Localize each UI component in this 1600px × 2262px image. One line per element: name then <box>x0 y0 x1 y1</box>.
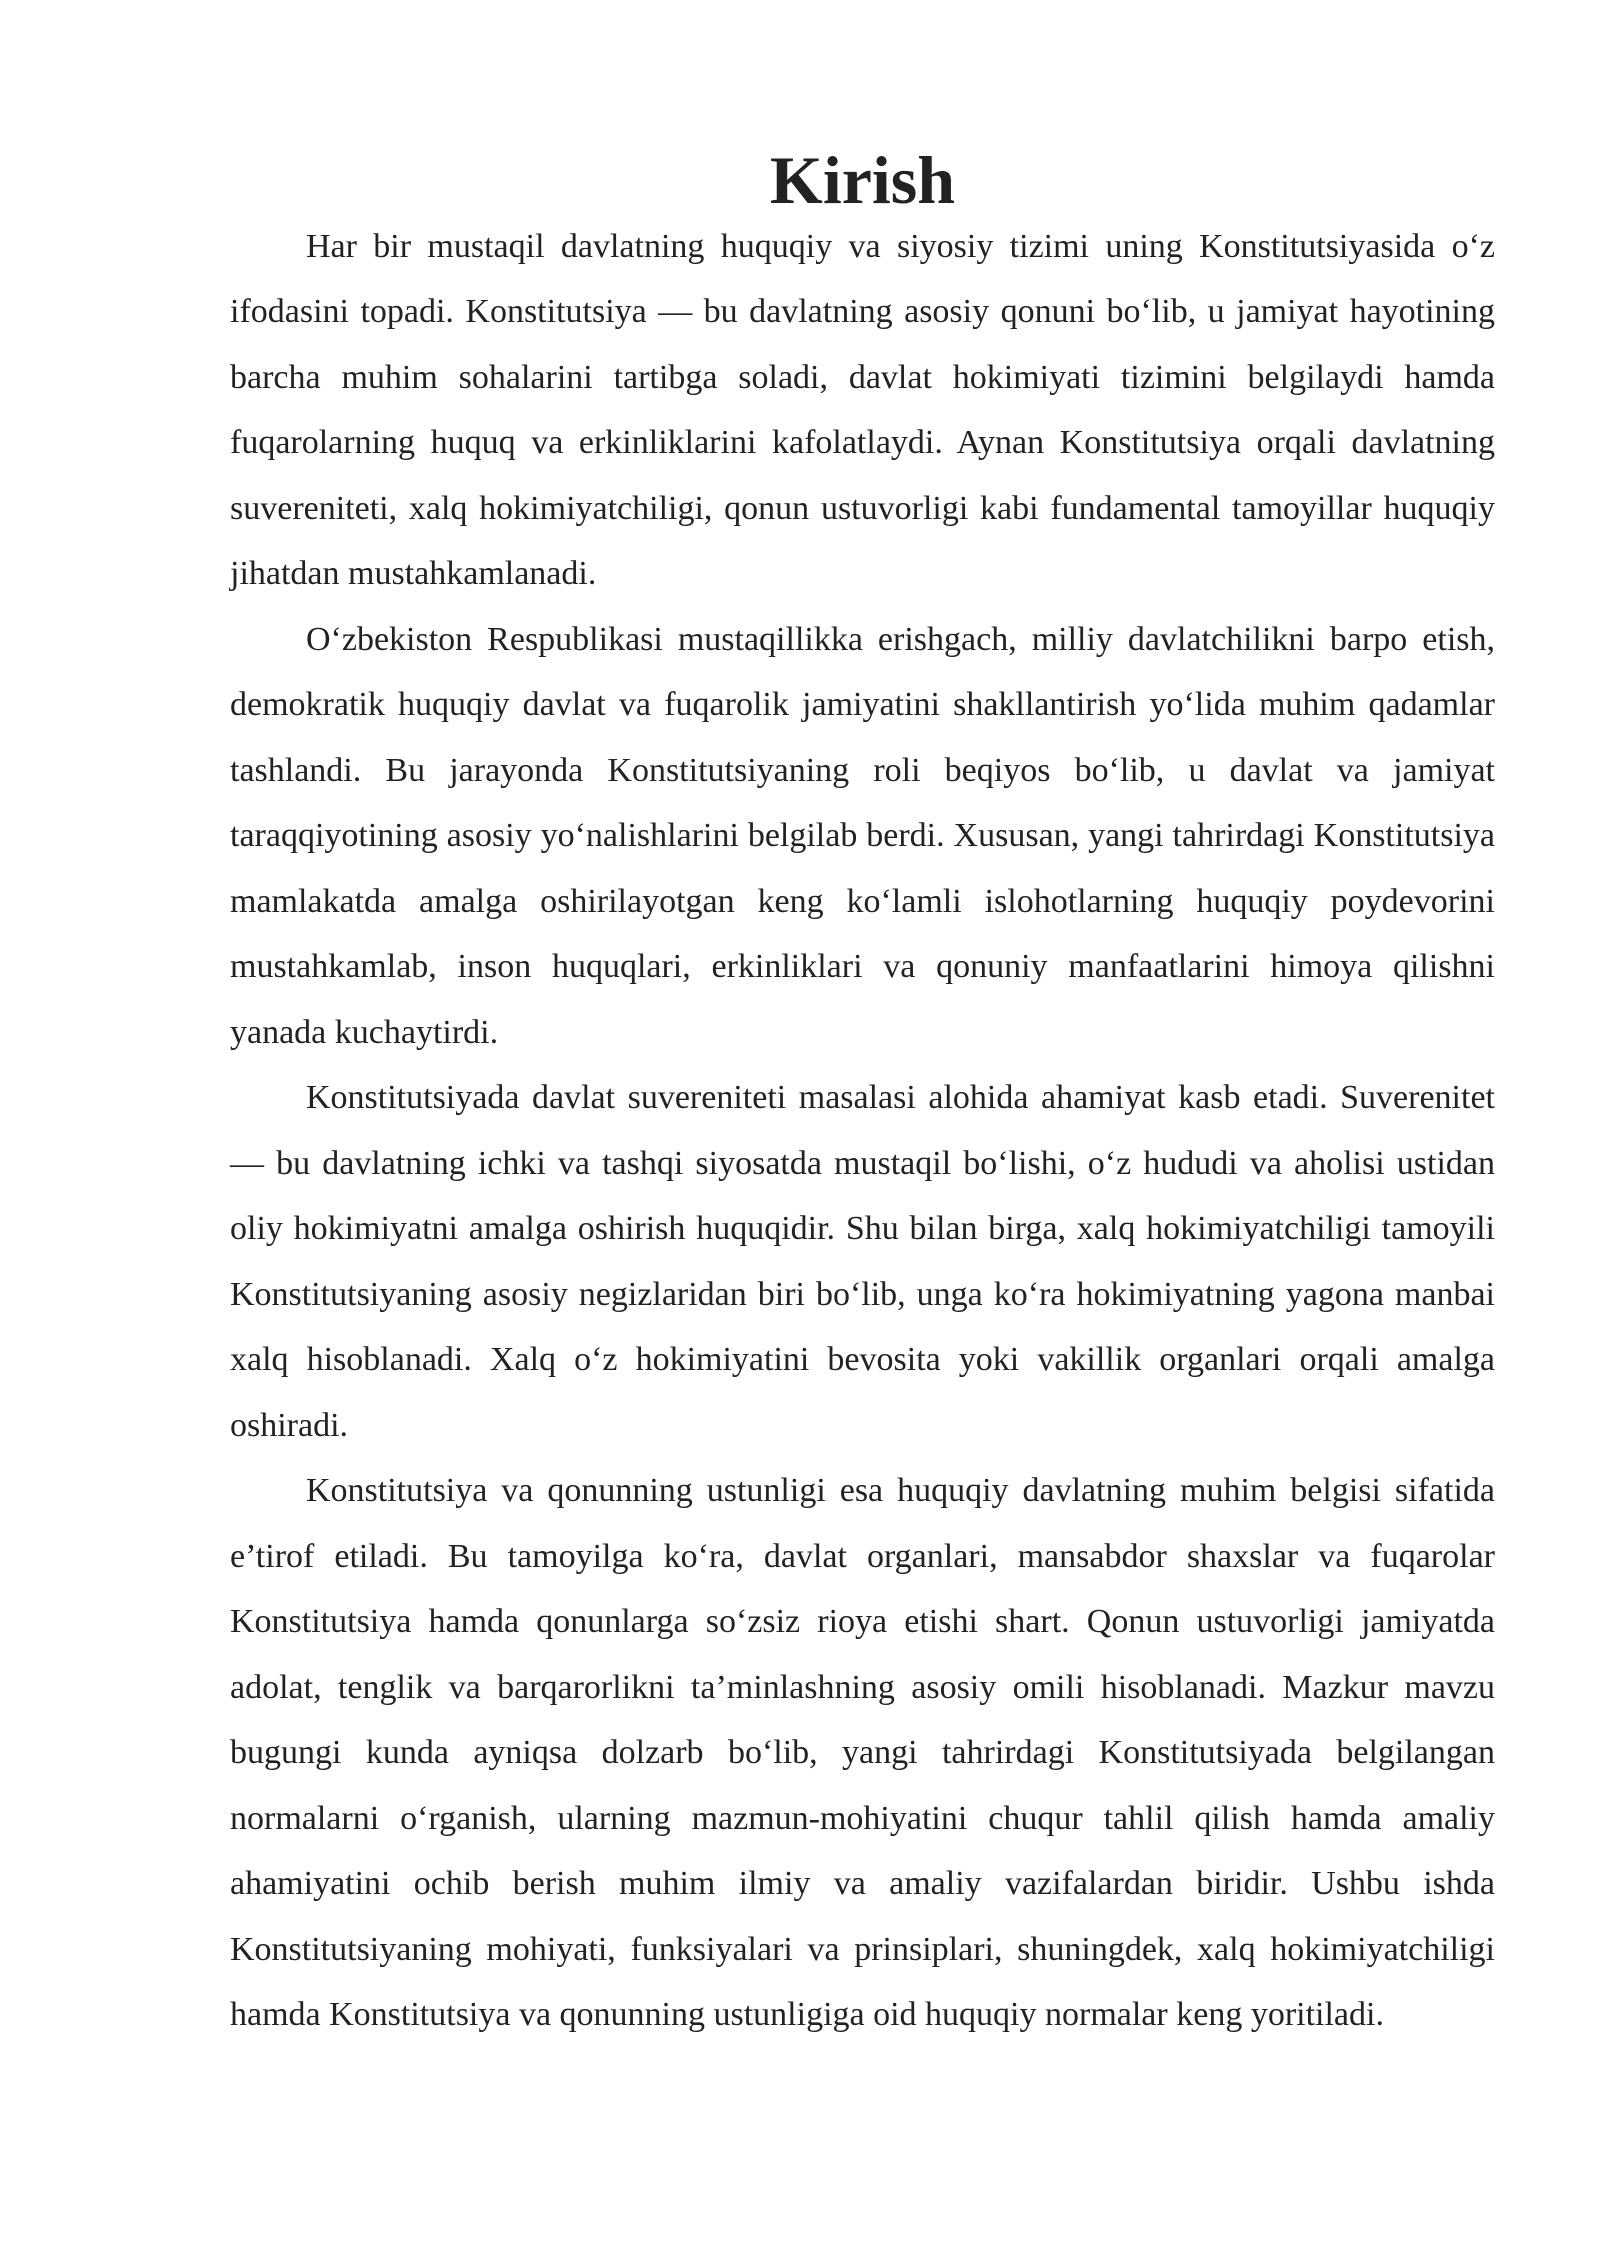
paragraph-4: Konstitutsiya va qonunning ustunligi esa huquqiy davlatning muhim belgisi sifatida e’tirof etiladi. Bu tamoyilga ko‘ra, davlat organlari, mansabdor shaxslar va fuqarolar Konstitutsiya hamda qonunlarga so‘zsiz rioya etishi shart. Qonun ustuvorligi jamiyatda adolat, tenglik va barqarorlikni ta’minlashning asosiy omili hisoblanadi. Mazkur mavzu bugungi kunda ayniqsa dolzarb bo‘lib, yangi tahrirdagi Konstitutsiyada belgilangan normalarni o‘rganish, ularning mazmun-mohiyatini chuqur tahlil qilish hamda amaliy ahamiyatini ochib berish muhim ilmiy va amaliy vazifalardan biridir. Ushbu ishda Konstitutsiyaning mohiyati, funksiyalari va prinsiplari, shuningdek, xalq hokimiyatchiligi hamda Konstitutsiya va qonunning ustunligiga oid huquqiy normalar keng yoritiladi. <box>230 1472 1495 2033</box>
paragraph-2: O‘zbekiston Respublikasi mustaqillikka erishgach, milliy davlatchilikni barpo etish, demokratik huquqiy davlat va fuqarolik jamiyatini shakllantirish yo‘lida muhim qadamlar tashlandi. Bu jarayonda Konstitutsiyaning roli beqiyos bo‘lib, u davlat va jamiyat taraqqiyotining asosiy yo‘nalishlarini belgilab berdi. Xususan, yangi tahrirdagi Konstitutsiya mamlakatda amalga oshirilayotgan keng ko‘lamli islohotlarning huquqiy poydevorini mustahkamlab, inson huquqlari, erkinliklari va qonuniy manfaatlarini himoya qilishni yanada kuchaytirdi. <box>230 620 1495 1051</box>
paragraph-1: Har bir mustaqil davlatning huquqiy va siyosiy tizimi uning Konstitutsiyasida o‘z ifodasini topadi. Konstitutsiya — bu davlatning asosiy qonuni bo‘lib, u jamiyat hayotining barcha muhim sohalarini tartibga soladi, davlat hokimiyati tizimini belgilaydi hamda fuqarolarning huquq va erkinliklarini kafolatlaydi. Aynan Konstitutsiya orqali davlatning suvereniteti, xalq hokimiyatchiligi, qonun ustuvorligi kabi fundamental tamoyillar huquqiy jihatdan mustahkamlanadi. <box>230 227 1495 592</box>
section-title: Kirish <box>769 142 956 218</box>
document-page <box>230 142 1495 2048</box>
paragraph-3: Konstitutsiyada davlat suvereniteti masalasi alohida ahamiyat kasb etadi. Suverenitet — bu davlatning ichki va tashqi siyosatda mustaqil bo‘lishi, o‘z hududi va aholisi ustidan oliy hokimiyatni amalga oshirish huquqidir. Shu bilan birga, xalq hokimiyatchiligi tamoyili Konstitutsiyaning asosiy negizlaridan biri bo‘lib, unga ko‘ra hokimiyatning yagona manbai xalq hisoblanadi. Xalq o‘z hokimiyatini bevosita yoki vakillik organlari orqali amalga oshiradi. <box>230 1079 1495 1444</box>
